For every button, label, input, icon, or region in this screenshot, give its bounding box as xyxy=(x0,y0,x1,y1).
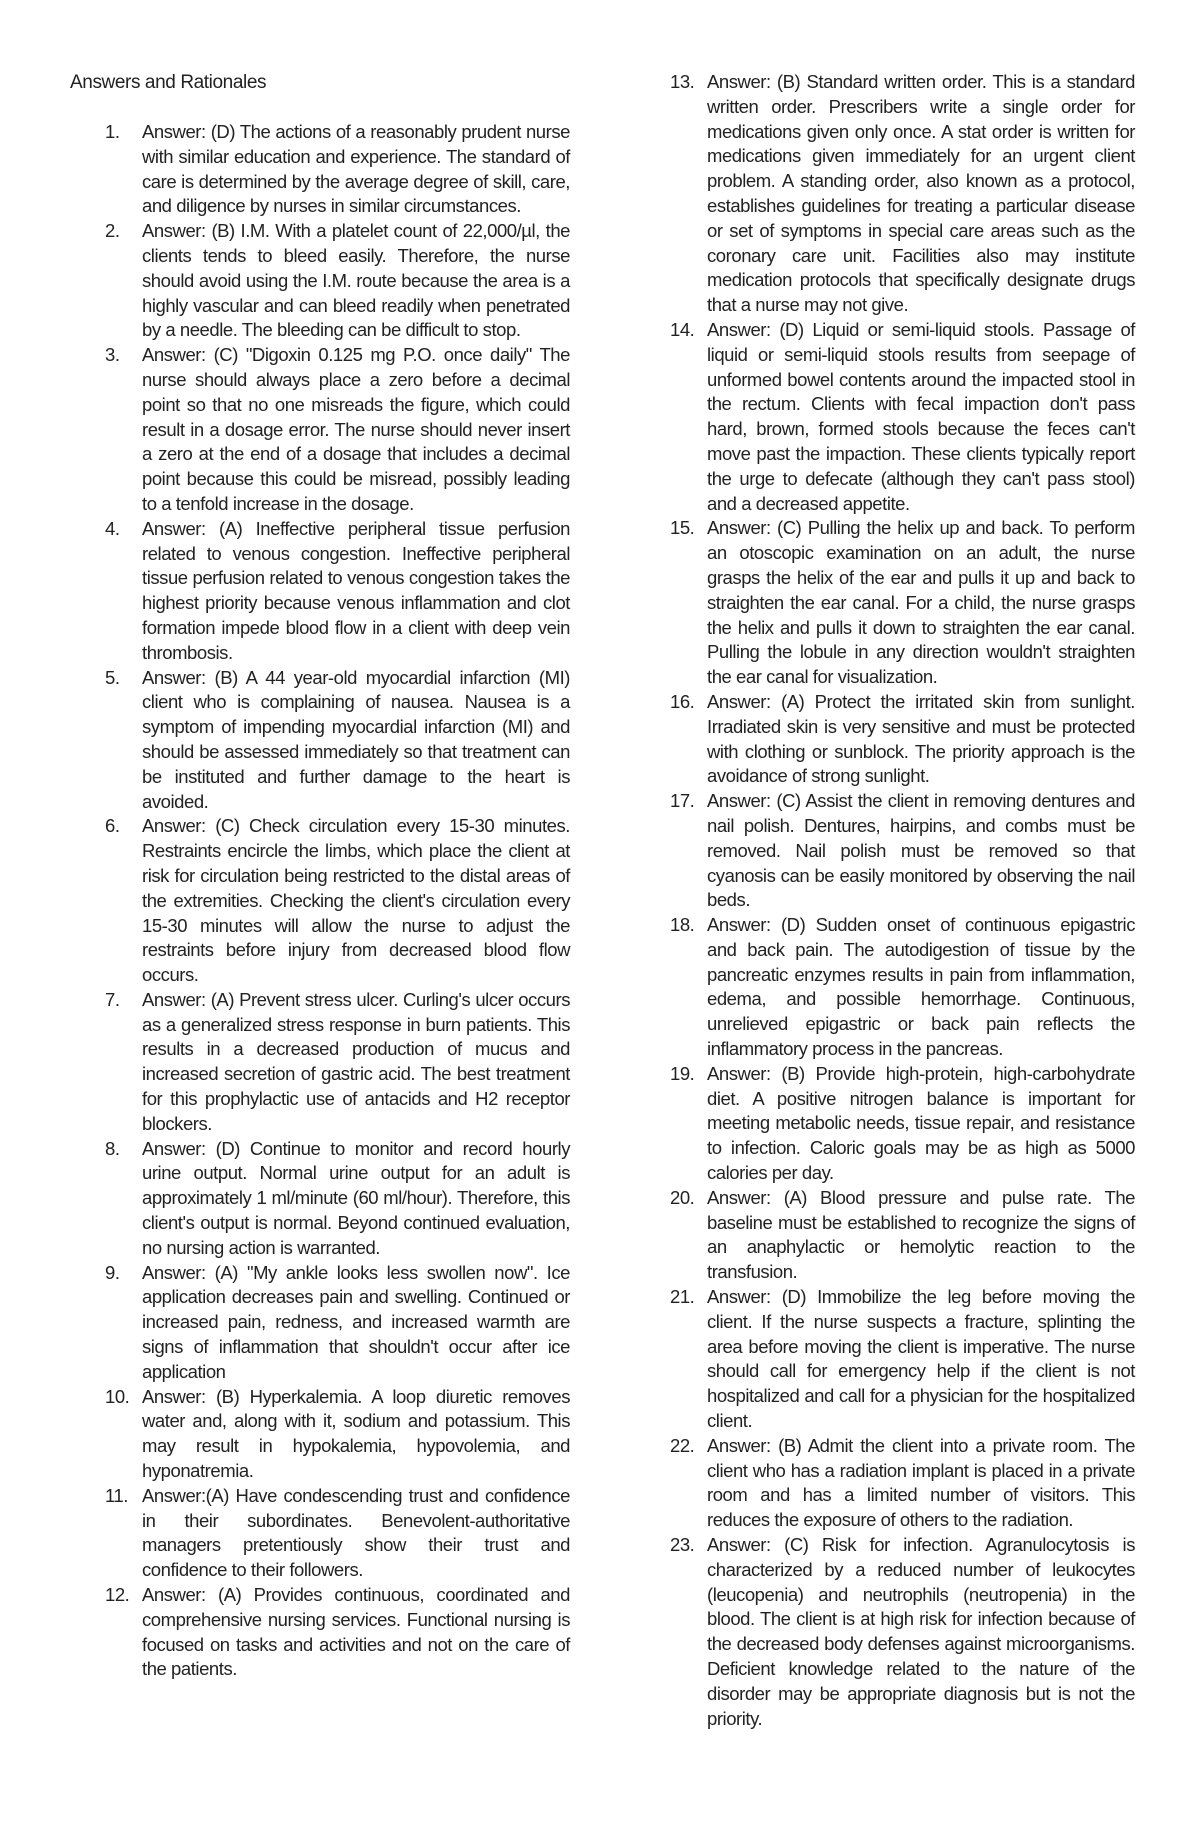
answer-item xyxy=(670,1062,1135,1186)
answer-number: 6. xyxy=(105,815,120,837)
answer-number: 10. xyxy=(105,1385,130,1407)
answer-number: 11. xyxy=(105,1484,128,1506)
page-title: Answers and Rationales xyxy=(70,72,267,93)
answer-item xyxy=(105,1137,570,1261)
answer-number: 2. xyxy=(105,220,120,242)
answer-number: 4. xyxy=(105,517,120,539)
answer-text: Answer: (A) Provides continuous, coordinated and comprehensive nursing services. Functional nursing is focused on tasks and activities and not on the care of the patients. xyxy=(142,1584,570,1680)
answer-text: Answer: (A) Protect the irritated skin from sunlight. Irradiated skin is very sensitive and must be protected with clothing or sunblock. The priority approach is the avoidance of strong sunlight. xyxy=(707,690,1135,787)
answer-item xyxy=(105,219,570,343)
answer-number: 22. xyxy=(670,1434,695,1456)
answer-number: 9. xyxy=(105,1261,120,1283)
answer-number: 18. xyxy=(670,914,695,936)
answer-item xyxy=(105,1385,570,1484)
answer-text: Answer: (D) Sudden onset of continuous epigastric and back pain. The autodigestion of tissue by the pancreatic enzymes results in pain from inflammation, edema, and possible hemorrhage. Continuous, unrelieved epigastric or back pain reflects the inflammatory process in the pancreas. xyxy=(707,914,1135,1060)
answer-number: 16. xyxy=(670,690,695,712)
answer-text: Answer: (B) Standard written order. This is a standard written order. Prescribers write a single order for medications given only once. A stat order is written for medications given immediately for an urgent client problem. A standing order, also known as a protocol, establishes guidelines for treating a particular disease or set of symptoms in special care areas such as the coronary care unit. Facilities also may institute medication protocols that specifically designate drugs that a nurse may not give. xyxy=(707,71,1135,316)
answer-number: 20. xyxy=(670,1186,695,1208)
answer-item xyxy=(670,318,1135,516)
answer-item xyxy=(670,1434,1135,1533)
answer-text: Answer: (A) Ineffective peripheral tissue perfusion related to venous congestion. Ineffective peripheral tissue perfusion related to venous congestion takes the highest priority because venous inflammation and clot formation impede blood flow in a client with deep vein thrombosis. xyxy=(142,517,570,663)
answer-item xyxy=(105,517,570,666)
answer-item xyxy=(105,120,570,219)
answer-text: Answer: (C) "Digoxin 0.125 mg P.O. once daily" The nurse should always place a zero before a decimal point so that no one misreads the figure, which could result in a dosage error. The nurse should never insert a zero at the end of a dosage that includes a decimal point because this could be misread, possibly leading to a tenfold increase in the dosage. xyxy=(142,344,570,514)
answer-text: Answer: (C) Assist the client in removing dentures and nail polish. Dentures, hairpins, and combs must be removed. Nail polish must be removed so that cyanosis can be easily monitored by observing the nail beds. xyxy=(707,790,1135,911)
answer-number: 13. xyxy=(670,71,695,92)
answer-text: Answer: (B) A 44 year-old myocardial infarction (MI) client who is complaining of nausea. Nausea is a symptom of impending myocardial infarction (MI) and should be assessed immediately so that treatment can be instituted and further damage to the heart is avoided. xyxy=(142,666,570,812)
answer-number: 1. xyxy=(105,121,120,142)
answer-item xyxy=(105,814,570,988)
answer-number: 15. xyxy=(670,517,695,539)
answer-text: Answer: (C) Check circulation every 15-30 minutes. Restraints encircle the limbs, which place the client at risk for circulation being restricted to the distal areas of the extremities. Checking the client's circulation every 15-30 minutes will allow the nurse to adjust the restraints before injury from decreased blood flow occurs. xyxy=(142,815,570,986)
answer-text: Answer: (B) Provide high-protein, high-carbohydrate diet. A positive nitrogen balance is important for meeting metabolic needs, tissue repair, and resistance to infection. Caloric goals may be as high as 5000 calories per day. xyxy=(707,1062,1135,1184)
answer-item xyxy=(105,1261,570,1385)
answer-item xyxy=(670,1285,1135,1434)
answer-item xyxy=(670,690,1135,789)
answers-column-right xyxy=(670,70,1135,1731)
answer-item xyxy=(105,988,570,1137)
answer-number: 5. xyxy=(105,666,120,688)
answer-number: 12. xyxy=(105,1584,130,1606)
answer-text: Answer: (D) Continue to monitor and record hourly urine output. Normal urine output for an adult is approximately 1 ml/minute (60 ml/hour). Therefore, this client's output is normal. Beyond continued evaluation, no nursing action is warranted. xyxy=(142,1137,570,1258)
answer-item xyxy=(670,913,1135,1062)
answer-item xyxy=(670,1186,1135,1285)
answer-number: 19. xyxy=(670,1062,695,1084)
answer-number: 21. xyxy=(670,1286,695,1308)
answer-text: Answer: (C) Pulling the helix up and back. To perform an otoscopic examination on an adult, the nurse grasps the helix of the ear and pulls it up and back to straighten the ear canal. For a child, the nurse grasps the helix and pulls it down to straighten the ear canal. Pulling the lobule in any direction wouldn't straighten the ear canal for visualization. xyxy=(707,517,1135,688)
answer-text: Answer: (B) I.M. With a platelet count of 22,000/µl, the clients tends to bleed easily. Therefore, the nurse should avoid using the I.M. route because the area is a highly vascular and can bleed readily when penetrated by a needle. The bleeding can be difficult to stop. xyxy=(142,220,570,341)
answer-text: Answer: (D) The actions of a reasonably prudent nurse with similar education and experience. The standard of care is determined by the average degree of skill, care, and diligence by nurses in similar circumstances. xyxy=(142,121,570,217)
answer-item xyxy=(670,516,1135,690)
answer-text: Answer: (A) Prevent stress ulcer. Curling's ulcer occurs as a generalized stress response in burn patients. This results in a decreased production of mucus and increased secretion of gastric acid. The best treatment for this prophylactic use of antacids and H2 receptor blockers. xyxy=(142,988,570,1134)
answer-text: Answer: (A) Blood pressure and pulse rate. The baseline must be established to recognize the signs of an anaphylactic or hemolytic reaction to the transfusion. xyxy=(707,1186,1135,1283)
answer-number: 23. xyxy=(670,1534,695,1556)
answer-item xyxy=(105,666,570,815)
answer-text: Answer: (B) Admit the client into a private room. The client who has a radiation implant is placed in a private room and has a limited number of visitors. This reduces the exposure of others to the radiation. xyxy=(707,1434,1135,1531)
answer-text: Answer: (C) Risk for infection. Agranulocytosis is characterized by a reduced number of leukocytes (leucopenia) and neutrophils (neutropenia) in the blood. The client is at high risk for infection because of the decreased body defenses against microorganisms. Deficient knowledge related to the nature of the disorder may be appropriate diagnosis but is not the priority. xyxy=(707,1534,1135,1729)
answer-text: Answer: (B) Hyperkalemia. A loop diuretic removes water and, along with it, sodium and potassium. This may result in hypokalemia, hypovolemia, and hyponatremia. xyxy=(142,1385,570,1482)
answer-item xyxy=(670,1533,1135,1731)
answer-number: 8. xyxy=(105,1137,120,1159)
answer-item xyxy=(105,343,570,517)
answer-text: Answer:(A) Have condescending trust and confidence in their subordinates. Benevolent-authoritative managers pretentiously show their trust and confidence to their followers. xyxy=(142,1484,570,1581)
answer-item xyxy=(670,789,1135,913)
answers-column-left xyxy=(105,120,570,1682)
answer-item xyxy=(670,70,1135,318)
answer-text: Answer: (D) Liquid or semi-liquid stools. Passage of liquid or semi-liquid stools results from seepage of unformed bowel contents around the impacted stool in the rectum. Clients with fecal impaction don't pass hard, brown, formed stools because the feces can't move past the impaction. These clients typically report the urge to defecate (although they can't pass stool) and a decreased appetite. xyxy=(707,318,1135,514)
answer-number: 7. xyxy=(105,988,120,1010)
answer-item xyxy=(105,1583,570,1682)
answer-number: 17. xyxy=(670,790,695,812)
answer-text: Answer: (D) Immobilize the leg before moving the client. If the nurse suspects a fracture, splinting the area before moving the client is imperative. The nurse should call for emergency help if the client is not hospitalized and call for a physician for the hospitalized client. xyxy=(707,1286,1135,1432)
answer-text: Answer: (A) "My ankle looks less swollen now". Ice application decreases pain and swelling. Continued or increased pain, redness, and increased warmth are signs of inflammation that shouldn't occur after ice application xyxy=(142,1261,570,1382)
answer-number: 14. xyxy=(670,318,695,340)
answer-item xyxy=(105,1484,570,1583)
answer-number: 3. xyxy=(105,344,120,366)
